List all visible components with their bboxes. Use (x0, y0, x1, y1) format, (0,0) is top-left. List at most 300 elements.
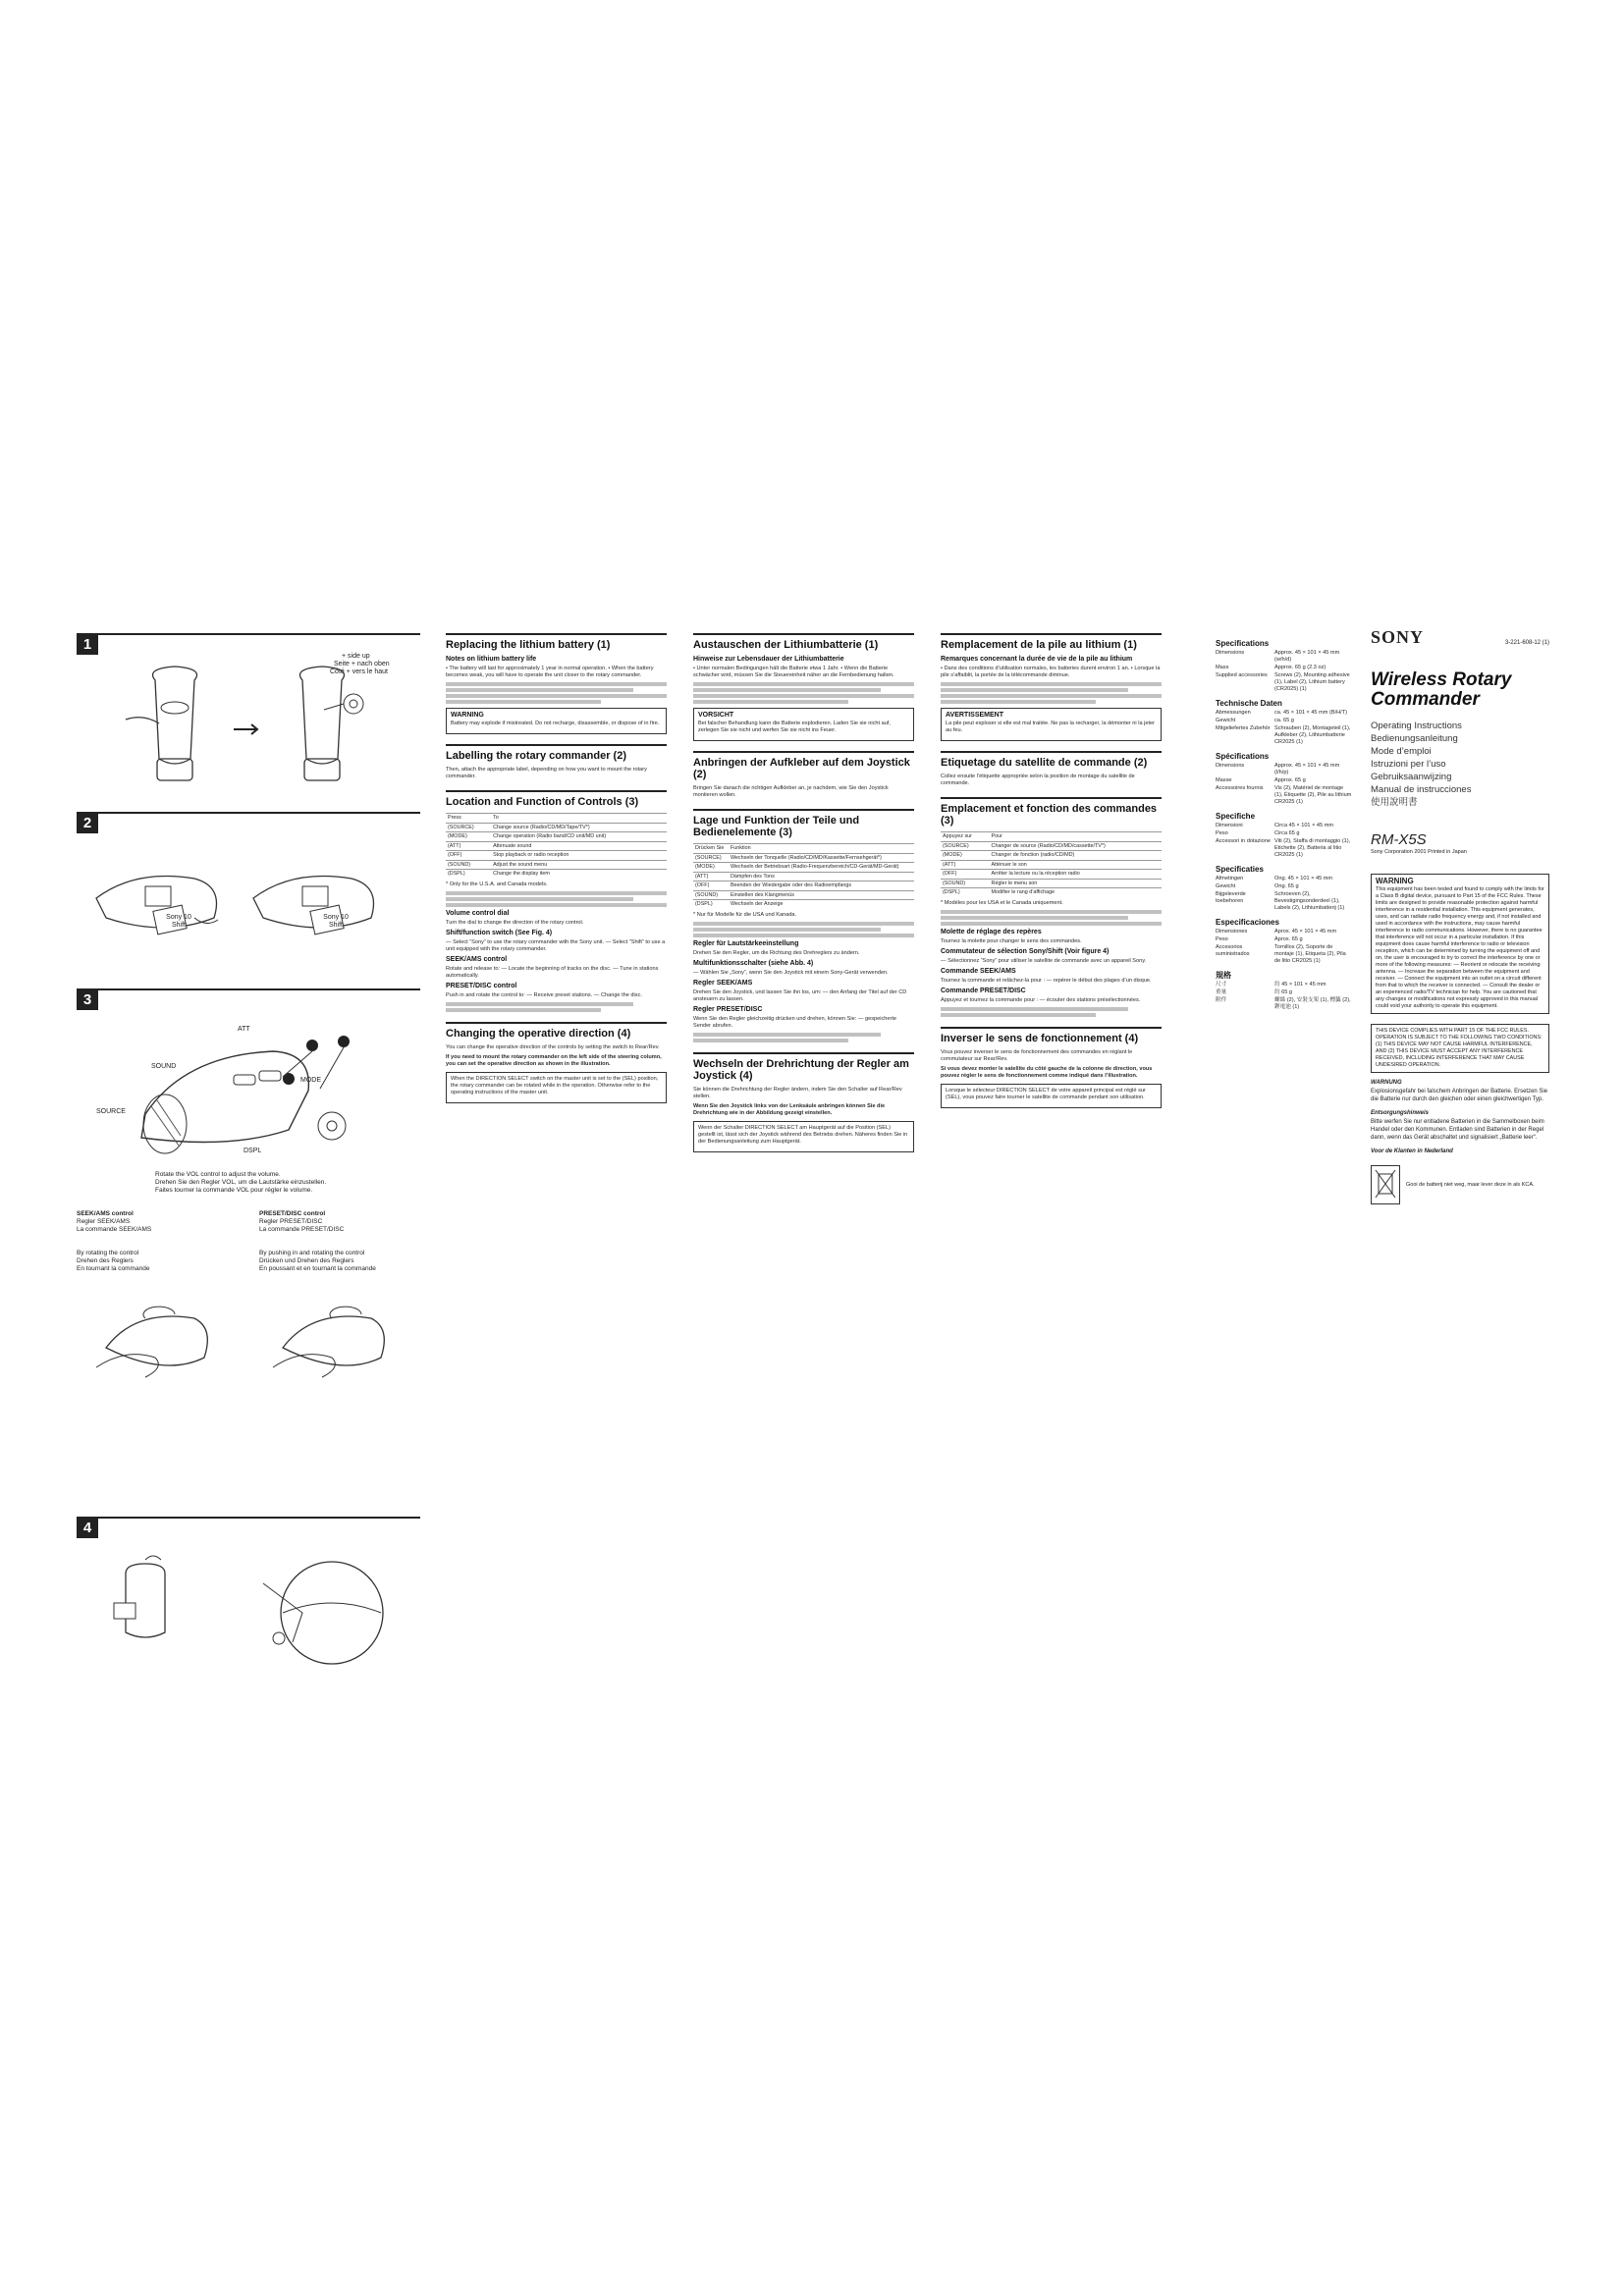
fr-direction-box-text: Lorsque le sélecteur DIRECTION SELECT de votre appareil principal est réglé sur (SEL), vous pouvez faire tourner le satellite de commande pendant son utilisation. (946, 1087, 1146, 1100)
fr-controls-title: Emplacement et fonction des commandes (3) (941, 797, 1162, 827)
de-battery-section (693, 633, 914, 741)
spec-value: Approx. 65 g (2.3 oz) (1274, 665, 1326, 670)
spec-row (1216, 936, 1353, 943)
fr-seek-text: Tournez la commande et relâchez-la pour : — repérer le début des plages d’un disque. (941, 977, 1152, 984)
text-line (693, 928, 881, 932)
table-cell: (ATT) (693, 872, 729, 881)
spec-row (1216, 785, 1353, 806)
de-label-text: Bringen Sie danach die richtigen Aufkleber an, je nachdem, wie Sie den Joystick montieren wollen. (693, 785, 889, 798)
language-item: 使用說明書 (1371, 797, 1418, 808)
table-cell: (SOURCE) (693, 853, 729, 863)
spec-key: Gewicht (1216, 718, 1236, 723)
rotate-preset-caption-de: Drücken und Drehen des Reglers (259, 1257, 354, 1264)
fr-direction-title: Inverser le sens de fonctionnement (4) (941, 1027, 1162, 1044)
table-cell: Adjust the sound menu (491, 860, 667, 870)
text-line (446, 897, 633, 901)
text-line (941, 694, 1162, 698)
spec-row (1216, 989, 1353, 996)
text-line (693, 1039, 848, 1042)
spec-key: Dimensions (1216, 763, 1245, 769)
specifications-column (1216, 633, 1353, 1012)
spec-key: Bijgeleverde toebehoren (1216, 891, 1246, 904)
table-cell: (ATT) (446, 841, 491, 851)
table-cell: Dämpfen des Tons (729, 872, 914, 881)
table-row (941, 888, 1162, 897)
seek-title-fr: La commande SEEK/AMS (77, 1226, 152, 1233)
fcc-warning-box (1371, 874, 1549, 1014)
table-header: To (491, 814, 667, 824)
table-row (693, 881, 914, 891)
cover-panel (1371, 627, 1549, 1204)
figure-number: 3 (77, 990, 98, 1010)
en-footnote: * Only for the U.S.A. and Canada models. (446, 881, 548, 887)
en-warning-title: WARNING (451, 712, 484, 719)
table-row (693, 900, 914, 909)
warning-text: This equipment has been tested and found to comply with the limits for a Class B digital device, pursuant to Part 15 of the FCC Rules. These limits are designed to provide reasonable protection against harmful interference in a residential installation. This equipment generates, uses, and can radiate radio frequency energy and, if not installed and used in accordance with the instructions, may cause harmful interference to radio communications. However, there is no guarantee that interference will not occur in a particular installation. If this equipment does cause harmful interference to radio or television reception, which can be determined by turning the equipment off and on, the user is encouraged to try to correct the interference by one or more of the following measures: — Reorient or relocate the receiving antenna. — Increase the separation between the equipment and receiver. — Connect the equipment into an outlet on a circuit different from that to which the receiver is connected. — Consult the dealer or an experienced radio/TV technician for help. You are cautioned that any changes or modifications not expressly approved in this manual could void your authority to operate this equipment. (1376, 886, 1544, 1009)
en-direction-note: If you need to mount the rotary commander on the left side of the steering column, you can set the operative direction as shown in the illustration. (446, 1053, 662, 1067)
en-battery-notes: • The battery will last for approximately 1 year in normal operation. • When the battery becomes weak, you will have to operate the unit closer to the rotary commander. (446, 666, 654, 678)
table-cell: (DSPL) (693, 900, 729, 909)
spec-value: Vis (2), Matériel de montage (1), Étiquette (2), Pile au lithium CR2025 (1) (1274, 785, 1352, 805)
de-seek-text: Drehen Sie den Joystick, und lassen Sie ihn los, um: — den Anfang der Titel auf der CD ansteuern zu lassen. (693, 988, 907, 1002)
spec-value: Circa 65 g (1274, 830, 1300, 836)
label-sony-shift-right: Sony 10 Shift (323, 914, 349, 929)
french-column (941, 633, 1162, 1118)
spec-row (1216, 763, 1353, 776)
text-line (446, 700, 601, 704)
de-direction-title: Wechseln der Drehrichtung der Regler am Joystick (4) (693, 1052, 914, 1082)
spec-key: Afmetingen (1216, 876, 1244, 881)
direction-change-illustration (86, 1544, 410, 1682)
table-row (693, 863, 914, 873)
de-shift-heading: Multifunktionsschalter (siehe Abb. 4) (693, 959, 814, 967)
text-line (941, 688, 1128, 692)
en-direction-box (446, 1072, 667, 1103)
german-column (693, 633, 914, 1162)
fr-warning-text: La pile peut exploser si elle est mal traitée. Ne pas la recharger, la démonter ni la jeter au feu. (946, 721, 1155, 733)
table-cell: Changer de fonction (radio/CD/MD) (990, 851, 1162, 861)
vol-caption-en: Rotate the VOL control to adjust the volume. (155, 1171, 281, 1178)
en-direction-box-text: When the DIRECTION SELECT switch on the master unit is set to the (SEL) position, the rotary commander can be rotated while in the operation. Otherwise refer to the operating instructions of the master unit. (451, 1075, 659, 1095)
copyright: Sony Corporation 2001 Printed in Japan (1371, 849, 1467, 855)
spec-title: Specifications (1216, 639, 1270, 648)
de-warning-title: VORSICHT (698, 712, 734, 719)
en-seek-heading: SEEK/AMS control (446, 955, 508, 963)
table-cell: (DSPL) (446, 870, 491, 879)
fr-shift-text: — Sélectionnez “Sony” pour utiliser le satellite de commande avec un appareil Sony. (941, 957, 1147, 964)
spec-key: Accessoires fournis (1216, 785, 1264, 791)
entsorgung-title: Entsorgungshinweis (1371, 1110, 1430, 1116)
table-cell: (OFF) (446, 851, 491, 861)
label-plus-side-fr: Côté + vers le haut (330, 668, 388, 675)
de-direction-box-text: Wenn der Schalter DIRECTION SELECT am Hauptgerät auf die Position (SEL) gestellt ist, lässt sich der Joystick während des Betriebs drehen. Näheres finden Sie in der Bedienungsanleitung zum Hauptgerät. (698, 1124, 908, 1145)
table-cell: Stop playback or radio reception (491, 851, 667, 861)
table-cell: Wechseln der Betriebsart (Radio-Frequenzbereich/CD-Gerät/MD-Gerät) (729, 863, 914, 873)
text-line (446, 1008, 601, 1012)
table-cell: Changer de source (Radio/CD/MD/cassette/TV*) (990, 841, 1162, 851)
label-sony-shift-left: Sony 10 Shift (166, 914, 191, 929)
de-warning-box (693, 708, 914, 741)
en-direction-text: You can change the operative direction of the controls by setting the switch to Rear/Rev. (446, 1043, 660, 1050)
spec-key: 附件 (1216, 997, 1227, 1003)
de-vol-text: Drehen Sie den Regler, um die Richtung des Drehreglers zu ändern. (693, 949, 860, 956)
spec-value: Ong. 45 × 101 × 45 mm (1274, 876, 1333, 881)
de-battery-title: Austauschen der Lithiumbatterie (1) (693, 633, 914, 651)
table-header: Drücken Sie (693, 844, 729, 854)
spec-value: 約 45 × 101 × 45 mm (1274, 982, 1326, 988)
en-vol-heading: Volume control dial (446, 909, 510, 917)
warnung-title: WARNUNG (1371, 1080, 1402, 1086)
language-list (1371, 720, 1549, 809)
table-cell: (DSPL) (941, 888, 990, 897)
en-warning-text: Battery may explode if mistreated. Do not recharge, disassemble, or dispose of in fire. (451, 721, 660, 726)
table-header: Funktion (729, 844, 914, 854)
de-footnote: * Nur für Modelle für die USA und Kanada. (693, 911, 797, 918)
fr-direction-note: Si vous devez monter le satellite du côté gauche de la colonne de direction, vous pouvez régler le sens de fonctionnement comme indiqué dans l’illustration. (941, 1065, 1153, 1079)
spec-key: Abmessungen (1216, 710, 1251, 716)
spec-row (1216, 710, 1353, 717)
fr-preset-text: Appuyez et tournez la commande pour : — écouter des stations présélectionnées. (941, 996, 1141, 1003)
table-row (941, 860, 1162, 870)
spec-title: Spécifications (1216, 752, 1270, 761)
table-cell: (MODE) (446, 832, 491, 842)
text-line (941, 682, 1162, 686)
de-label-title: Anbringen der Aufkleber auf dem Joystick (2) (693, 751, 914, 780)
figure-4-header (77, 1517, 420, 1540)
spec-value: Approx. 45 × 101 × 45 mm (l/h/p) (1274, 763, 1340, 775)
spec-key: Mass (1216, 665, 1229, 670)
table-cell: (SOUND) (693, 890, 729, 900)
spec-row (1216, 997, 1353, 1011)
spec-row (1216, 830, 1353, 837)
fr-battery-notes: • Dans des conditions d’utilisation normales, les batteries durent environ 1 an. • Lorsque la pile s’affaiblit, la portée de la télécommande diminue. (941, 666, 1161, 678)
en-preset-text: Push in and rotate the control to: — Receive preset stations. — Change the disc. (446, 991, 642, 998)
en-label-title: Labelling the rotary commander (2) (446, 744, 667, 762)
table-cell: (SOURCE) (941, 841, 990, 851)
spec-key: Peso (1216, 830, 1228, 836)
text-line (446, 1002, 633, 1006)
spec-key: Dimensiones (1216, 929, 1248, 934)
en-direction-section (446, 1022, 667, 1103)
text-line (941, 700, 1096, 704)
controls-location-illustration (86, 1016, 410, 1163)
en-seek-text: Rotate and release to: — Locate the beginning of tracks on the disc. — Tune in stations automatically. (446, 965, 659, 979)
table-row (446, 832, 667, 842)
fr-label-text: Collez ensuite l’étiquette appropriée selon la position de montage du satellite de commande. (941, 774, 1135, 786)
table-row (941, 841, 1162, 851)
spec-value: Viti (2), Staffa di montaggio (1), Etichette (2), Batteria al litio CR2025 (1) (1274, 838, 1351, 858)
spec-value: Tornillos (2), Soporte de montaje (1), Etiqueta (2), Pila de litio CR2025 (1) (1274, 944, 1346, 964)
spec-row (1216, 650, 1353, 664)
spec-row (1216, 891, 1353, 912)
language-item: Bedienungsanleitung (1371, 733, 1458, 744)
table-cell: Régler le menu son (990, 879, 1162, 888)
text-line (693, 688, 881, 692)
text-line (446, 903, 667, 907)
spec-row (1216, 672, 1353, 693)
table-cell: Arrêter la lecture ou la réception radio (990, 870, 1162, 880)
table-row (693, 872, 914, 881)
spec-value: Schroeven (2), Bevestigingsonderdeel (1), Labels (2), Lithiumbatterij (1) (1274, 891, 1345, 911)
de-direction-text: Sie können die Drehrichtung der Regler ändern, indem Sie den Schalter auf Rear/Rev stellen. (693, 1086, 902, 1099)
de-shift-text: — Wählen Sie „Sony“, wenn Sie den Joystick mit einem Sony-Gerät verwenden. (693, 969, 889, 976)
vol-caption-fr: Faites tourner la commande VOL pour régler le volume. (155, 1187, 313, 1194)
fr-battery-notes-heading: Remarques concernant la durée de vie de la pile au lithium (941, 656, 1133, 663)
spec-value: ca. 45 × 101 × 45 mm (B/H/T) (1274, 710, 1347, 716)
en-controls-table (446, 813, 667, 879)
text-line (446, 694, 667, 698)
model-number: RM-X5S (1371, 831, 1427, 848)
label-plus-side: + side up (342, 653, 370, 660)
text-line (941, 916, 1128, 920)
figure-4 (77, 1517, 420, 1693)
language-item: Mode d’emploi (1371, 746, 1432, 757)
label-dspl: DSPL (244, 1148, 262, 1154)
text-line (446, 891, 667, 895)
language-item: Istruzioni per l’uso (1371, 759, 1446, 770)
table-cell: Change source (Radio/CD/MD/Tape/TV*) (491, 823, 667, 832)
spec-title: 規格 (1216, 971, 1231, 980)
spec-row (1216, 823, 1353, 829)
warnung-text: Explosionsgefahr bei falschem Anbringen der Batterie. Ersetzen Sie die Batterie nur durch den gleichen oder einen gleichwertigen Typ. (1371, 1089, 1548, 1102)
entsorgung-text: Bitte werfen Sie nur entladene Batterien in die Sammelboxen beim Handel oder den Kommunen. Entladen sind Batterien in der Regel dann, wenn das Gerät abschaltet und signalisiert „Batterie leer“. (1371, 1119, 1544, 1141)
en-shift-heading: Shift/function switch (See Fig. 4) (446, 929, 553, 936)
spec-row (1216, 838, 1353, 859)
fr-vol-heading: Molette de réglage des repères (941, 928, 1042, 935)
spec-key: Peso (1216, 936, 1228, 942)
en-label-text: Then, attach the appropriate label, depending on how you want to mount the rotary commander. (446, 767, 647, 779)
cover-title: Wireless Rotary Commander (1371, 669, 1512, 710)
fr-direction-text: Vous pouvez inverser le sens de fonctionnement des commandes en réglant le commutateur sur Rear/Rev. (941, 1048, 1133, 1062)
battery-replacement-illustration (86, 661, 410, 788)
table-cell: (MODE) (693, 863, 729, 873)
label-attachment-illustration (86, 839, 410, 957)
spec-value: ca. 65 g (1274, 718, 1294, 723)
rotate-seek-caption: By rotating the control (77, 1250, 139, 1256)
table-cell: Change operation (Radio band/CD unit/MD unit) (491, 832, 667, 842)
table-cell: (OFF) (693, 881, 729, 891)
table-row (446, 860, 667, 870)
text-line (941, 1007, 1128, 1011)
spec-value: Screws (2), Mounting adhesive (1), Label (2), Lithium battery (CR2025) (1) (1274, 672, 1350, 692)
spec-key: Gewicht (1216, 883, 1236, 889)
label-source: SOURCE (96, 1108, 126, 1115)
spec-row (1216, 777, 1353, 784)
spec-value: Circa 45 × 101 × 45 mm (1274, 823, 1334, 828)
en-preset-heading: PRESET/DISC control (446, 982, 517, 989)
table-cell: Atténuer le son (990, 860, 1162, 870)
figure-2 (77, 812, 420, 969)
text-line (941, 922, 1162, 926)
label-sound: SOUND (151, 1063, 177, 1070)
spec-value: Approx. 45 × 101 × 45 mm (w/h/d) (1274, 650, 1340, 663)
spec-row (1216, 883, 1353, 890)
spec-value: Schrauben (2), Montageteil (1), Aufkleber (2), Lithiumbatterie CR2025 (1) (1274, 725, 1351, 745)
spec-title: Technische Daten (1216, 699, 1282, 708)
spec-row (1216, 944, 1353, 965)
spec-title: Especificaciones (1216, 918, 1279, 927)
table-cell: Attenuate sound (491, 841, 667, 851)
spec-row (1216, 665, 1353, 671)
table-header: Press (446, 814, 491, 824)
en-shift-text: — Select “Sony” to use the rotary commander with the Sony unit. — Select “Shift” to use a unit equipped with the rotary commander. (446, 938, 666, 952)
fr-vol-text: Tournez la molette pour changer le sens des commandes. (941, 937, 1082, 944)
text-line (941, 1013, 1096, 1017)
de-direction-box (693, 1121, 914, 1152)
spec-value: 螺絲 (2), 安裝支架 (1), 標籤 (2), 鋰電池 (1) (1274, 997, 1351, 1010)
rotate-seek-caption-fr: En tournant la commande (77, 1265, 150, 1272)
table-cell: Wechseln der Anzeige (729, 900, 914, 909)
table-row (446, 841, 667, 851)
warning-title: WARNING (1376, 877, 1414, 885)
de-preset-heading: Regler PRESET/DISC (693, 1005, 763, 1013)
de-controls-title: Lage und Funktion der Teile und Bedienelemente (3) (693, 809, 914, 838)
fr-battery-title: Remplacement de la pile au lithium (1) (941, 633, 1162, 651)
de-direction-note: Wenn Sie den Joystick links von der Lenksäule anbringen können Sie die Drehrichtung wie in der Abbildung gezeigt einstellen. (693, 1102, 886, 1116)
spec-value: Ong. 65 g (1274, 883, 1299, 889)
en-direction-title: Changing the operative direction (4) (446, 1022, 667, 1040)
english-column (446, 633, 667, 1113)
text-line (693, 694, 914, 698)
spec-key: Accessori in dotazione (1216, 838, 1271, 844)
figure-column (77, 633, 420, 1772)
seek-title-de: Regler SEEK/AMS (77, 1218, 131, 1225)
figure-number: 2 (77, 814, 98, 833)
spec-key: Supplied accessories (1216, 672, 1268, 678)
table-row (693, 853, 914, 863)
table-row (446, 851, 667, 861)
text-line (446, 688, 633, 692)
spec-value: Aprox. 45 × 101 × 45 mm (1274, 929, 1337, 934)
table-cell: (MODE) (941, 851, 990, 861)
label-att: ATT (238, 1026, 250, 1033)
fr-battery-section (941, 633, 1162, 741)
spec-key: 尺寸 (1216, 982, 1227, 988)
en-controls-title: Location and Function of Controls (3) (446, 790, 667, 808)
spec-key: Masse (1216, 777, 1232, 783)
spec-row (1216, 725, 1353, 746)
spec-value: Aprox. 65 g (1274, 936, 1303, 942)
text-line (446, 682, 667, 686)
en-battery-notes-heading: Notes on lithium battery life (446, 656, 537, 663)
recycle-text: Gooi de batterij niet weg, maar lever deze in als KCA. (1406, 1182, 1535, 1188)
de-direction-section (693, 1052, 914, 1152)
spec-row (1216, 876, 1353, 882)
preset-title-fr: La commande PRESET/DISC (259, 1226, 345, 1233)
recycle-notice (1371, 1165, 1549, 1204)
de-controls-section (693, 809, 914, 1042)
text-line (693, 700, 848, 704)
text-line (693, 682, 914, 686)
table-cell: Beenden der Wiedergabe oder des Radioempfangs (729, 881, 914, 891)
crossed-bin-icon (1371, 1165, 1400, 1204)
de-warning-text: Bei falscher Behandlung kann die Batterie explodieren. Laden Sie sie nicht auf, zerlegen Sie sie nicht und werfen Sie sie nicht ins Feuer. (698, 721, 891, 733)
rotate-seek-caption-de: Drehen des Reglers (77, 1257, 134, 1264)
table-cell: (OFF) (941, 870, 990, 880)
en-battery-section (446, 633, 667, 734)
rotate-preset-caption-fr: En poussant et en tournant la commande (259, 1265, 376, 1272)
spec-key: 重量 (1216, 989, 1227, 995)
table-row (446, 870, 667, 879)
fcc-text: THIS DEVICE COMPLIES WITH PART 15 OF THE FCC RULES. OPERATION IS SUBJECT TO THE FOLLOWING TWO CONDITIONS: (1) THIS DEVICE MAY NOT CAUSE HARMFUL INTERFERENCE, AND (2) THIS DEVICE MUST ACCEPT ANY INTERFERENCE RECEIVED, INCLUDING INTERFERENCE THAT MAY CAUSE UNDESIRED OPERATION. (1376, 1028, 1543, 1068)
spec-title: Specifiche (1216, 812, 1256, 821)
spec-key: Dimensions (1216, 650, 1245, 656)
preset-title-de: Regler PRESET/DISC (259, 1218, 323, 1225)
label-plus-side-de: Seite + nach oben (334, 661, 390, 667)
figure-2-header (77, 812, 420, 835)
instruction-sheet (77, 627, 1549, 1772)
rotate-preset-caption: By pushing in and rotating the control (259, 1250, 365, 1256)
de-battery-notes-heading: Hinweise zur Lebensdauer der Lithiumbatterie (693, 656, 844, 663)
fr-footnote: * Modèles pour les USA et le Canada uniquement. (941, 899, 1063, 906)
spec-value: Approx. 65 g (1274, 777, 1306, 783)
figure-number: 1 (77, 635, 98, 655)
table-cell: Einstellen des Klangmenüs (729, 890, 914, 900)
fr-direction-box (941, 1084, 1162, 1108)
fr-seek-heading: Commande SEEK/AMS (941, 967, 1016, 975)
spec-key: Accesorios suministrados (1216, 944, 1250, 957)
figure-3-header (77, 988, 420, 1012)
spec-key: Dimensioni (1216, 823, 1243, 828)
language-item: Manual de instrucciones (1371, 784, 1472, 795)
spec-row (1216, 982, 1353, 988)
table-cell: (SOURCE) (446, 823, 491, 832)
table-cell: Change the display item (491, 870, 667, 879)
preset-title: PRESET/DISC control (259, 1210, 326, 1217)
fr-warning-title: AVERTISSEMENT (946, 712, 1003, 719)
figure-3 (77, 988, 420, 1497)
hand-operation-illustration (86, 1279, 410, 1387)
fr-controls-table (941, 831, 1162, 897)
table-header: Appuyez sur (941, 832, 990, 842)
spec-title: Specificaties (1216, 865, 1264, 874)
table-header: Pour (990, 832, 1162, 842)
table-cell: (SOUND) (941, 879, 990, 888)
fr-direction-section (941, 1027, 1162, 1108)
en-controls-section (446, 790, 667, 1012)
de-battery-notes: • Unter normalen Bedingungen hält die Batterie etwa 1 Jahr. • Wenn die Batterie schwächer wird, müssen Sie die Steuereinheit näher an die Fernbedienung halten. (693, 666, 894, 678)
part-number: 3-221-608-12 (1) (1504, 640, 1549, 646)
text-line (693, 922, 914, 926)
recycle-label: Voor de Klanten in Nederland (1371, 1148, 1453, 1154)
table-row (446, 823, 667, 832)
spec-row (1216, 718, 1353, 724)
spec-value: 約 65 g (1274, 989, 1293, 995)
text-line (693, 934, 914, 937)
spec-row (1216, 929, 1353, 935)
fr-label-section (941, 751, 1162, 787)
table-cell: Modifier le rang d’affichage (990, 888, 1162, 897)
vol-caption-de: Drehen Sie den Regler VOL, um die Lautstärke einzustellen. (155, 1179, 327, 1186)
table-row (941, 879, 1162, 888)
en-warning-box (446, 708, 667, 734)
table-cell: Wechseln der Tonquelle (Radio/CD/MD/Kassette/Fernsehgerät*) (729, 853, 914, 863)
fr-preset-heading: Commande PRESET/DISC (941, 987, 1026, 994)
seek-title: SEEK/AMS control (77, 1210, 134, 1217)
de-seek-heading: Regler SEEK/AMS (693, 979, 753, 987)
table-row (693, 890, 914, 900)
de-vol-heading: Regler für Lautstärkeeinstellung (693, 939, 799, 947)
figure-number: 4 (77, 1519, 98, 1538)
table-row (941, 870, 1162, 880)
en-battery-title: Replacing the lithium battery (1) (446, 633, 667, 651)
fr-warning-box (941, 708, 1162, 741)
spec-key: Mitgeliefertes Zubehör (1216, 725, 1271, 731)
figure-1 (77, 633, 420, 790)
fr-controls-section (941, 797, 1162, 1017)
en-vol-text: Turn the dial to change the direction of the rotary control. (446, 919, 584, 926)
language-item: Operating Instructions (1371, 721, 1462, 731)
